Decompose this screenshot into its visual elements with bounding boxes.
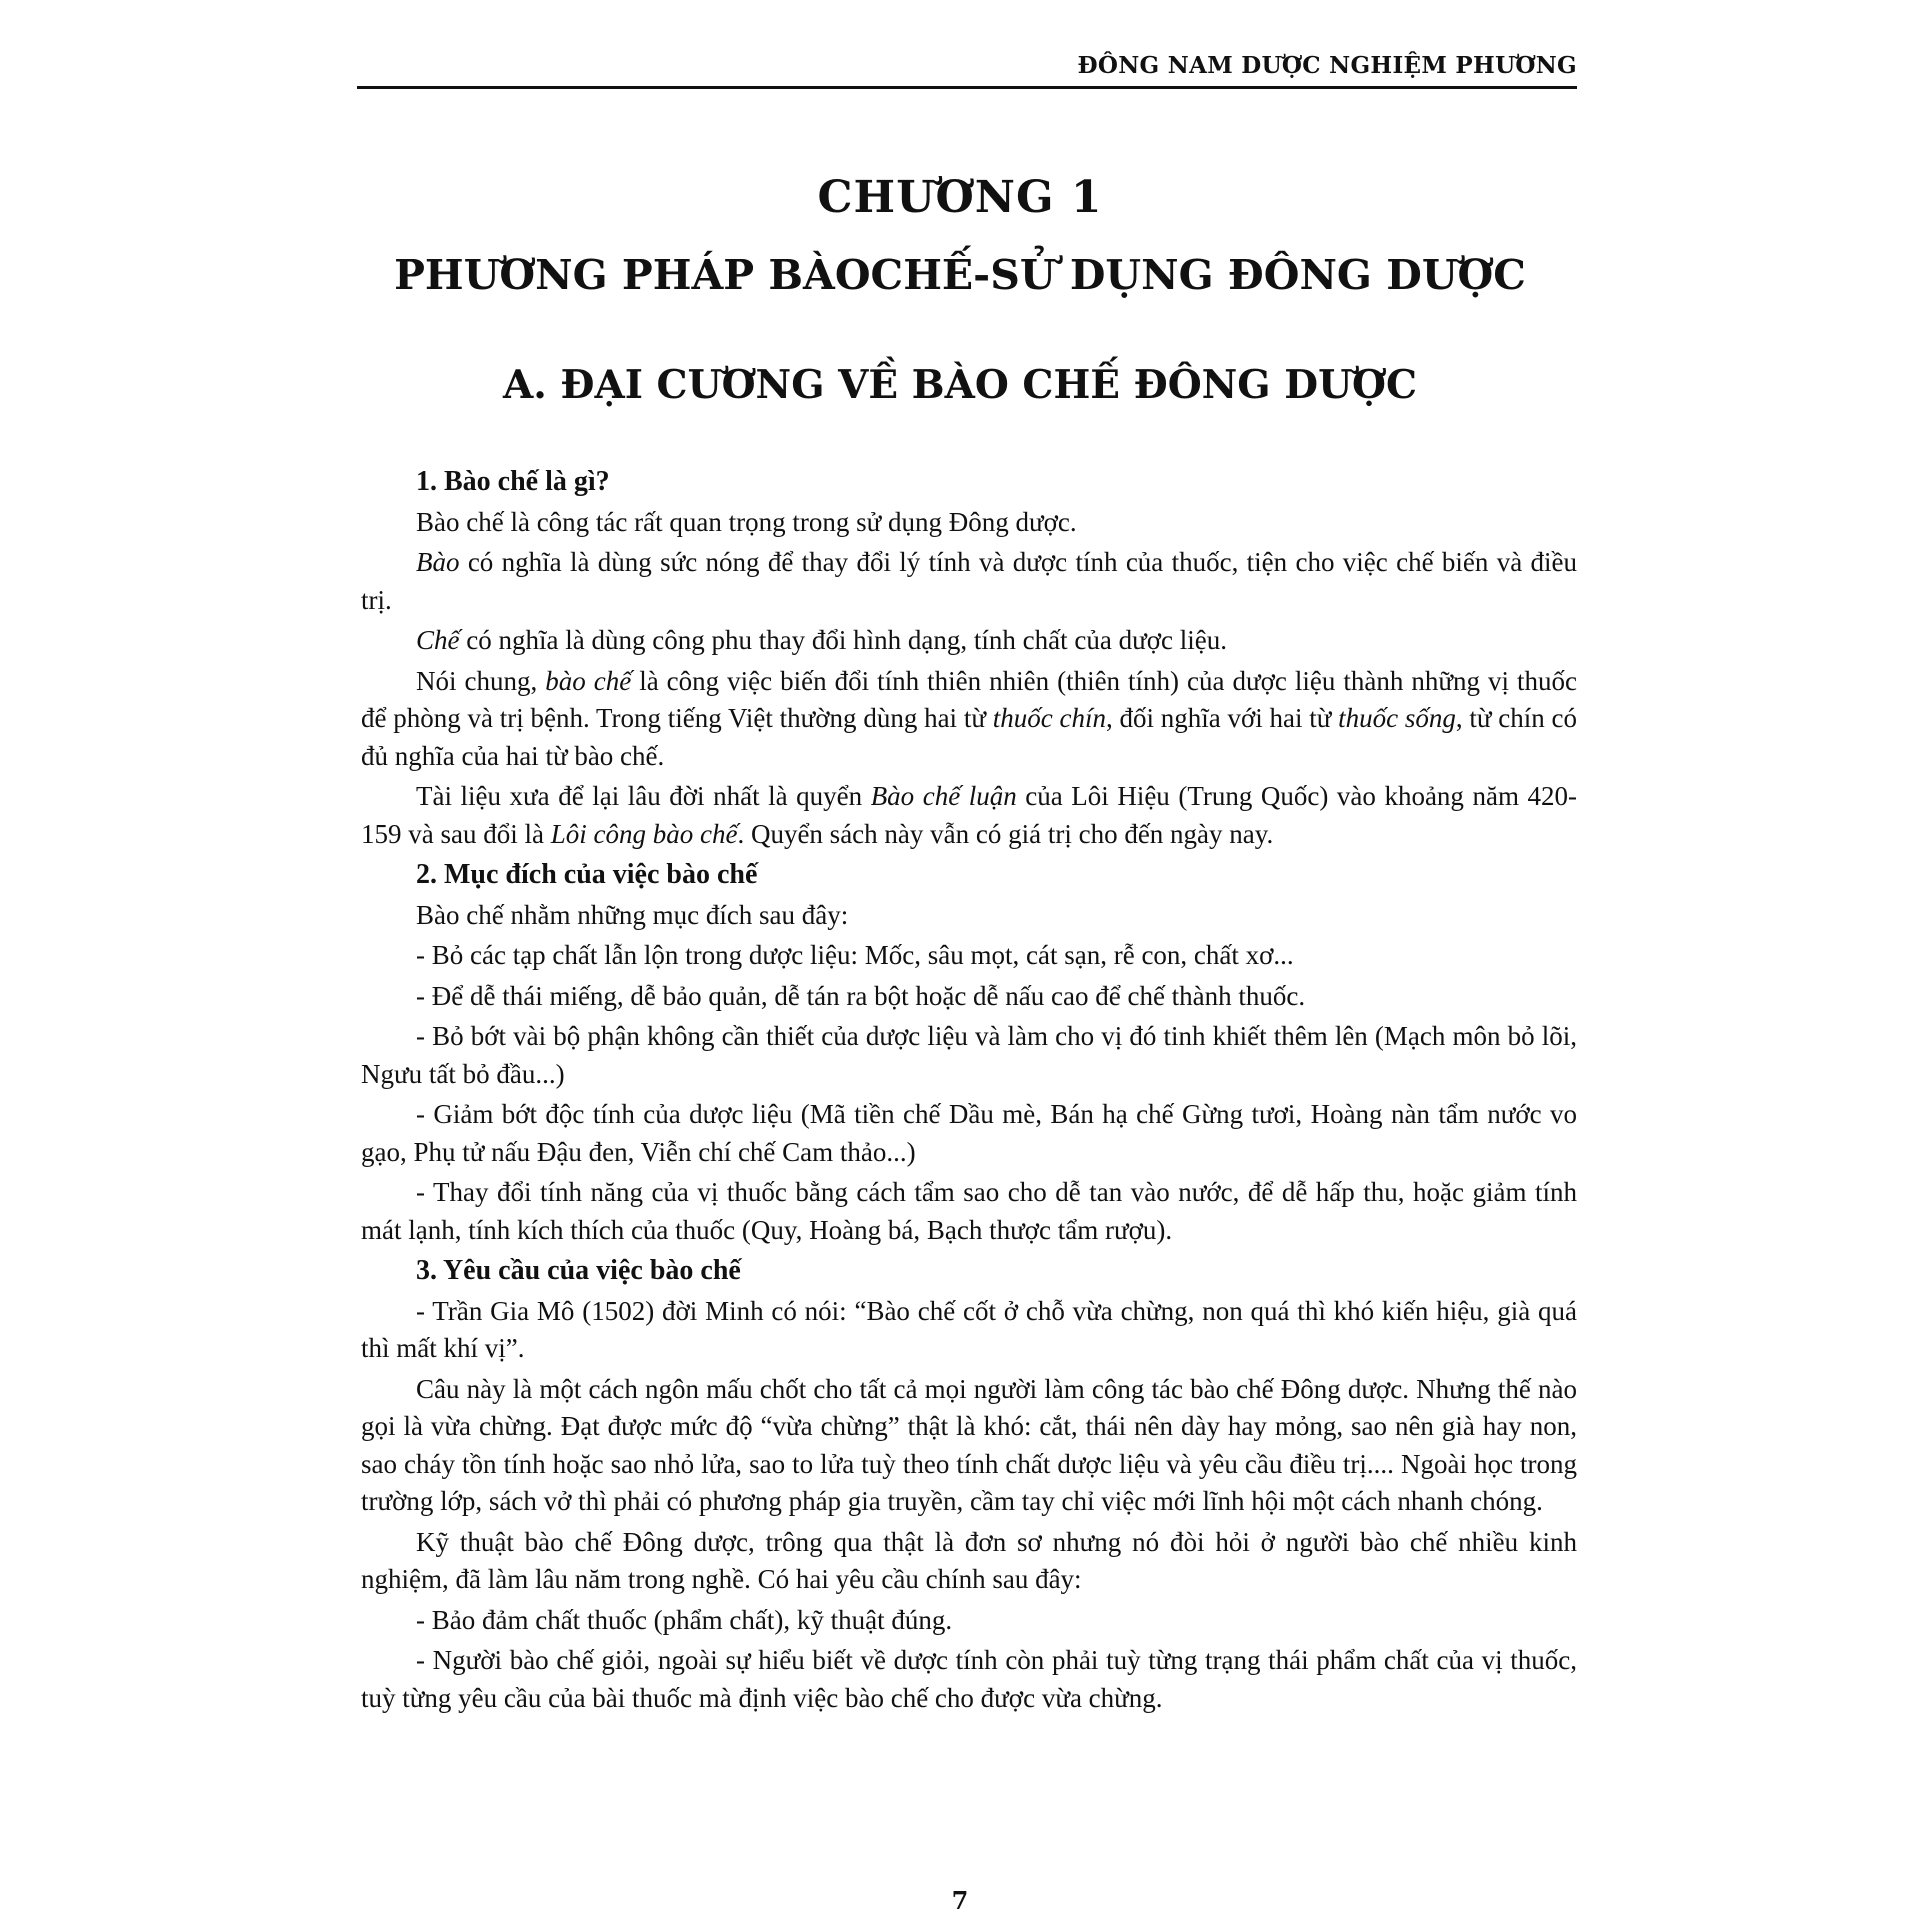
body-text bbox=[361, 463, 1577, 1720]
paragraph bbox=[361, 663, 1577, 776]
text-span: , từ chín có đủ nghĩa của hai từ bào chế. bbox=[361, 703, 1577, 771]
text-span: có nghĩa là dùng sức nóng để thay đổi lý tính và dược tính của thuốc, tiện cho việc chế biến và điều trị. bbox=[361, 547, 1577, 615]
text-span: là công việc biến đổi tính thiên nhiên (thiên tính) của dược liệu thành những vị thuốc để phòng và trị bệnh. Trong tiếng Việt thường dùng hai từ bbox=[361, 665, 1577, 733]
term-italic: Bào bbox=[416, 547, 460, 577]
list-item: - Bỏ các tạp chất lẫn lộn trong dược liệu: Mốc, sâu mọt, cát sạn, rễ con, chất xơ... bbox=[416, 940, 1294, 970]
text-span: , đối nghĩa với hai từ bbox=[1105, 703, 1339, 733]
section-title: A. ĐẠI CƯƠNG VỀ BÀO CHẾ ĐÔNG DƯỢC bbox=[502, 362, 1418, 408]
paragraph: - Trần Gia Mô (1502) đời Minh có nói: “Bào chế cốt ở chỗ vừa chừng, non quá thì khó kiến hiệu, già quá thì mất khí vị”. bbox=[361, 1295, 1577, 1363]
chapter-label: CHƯƠNG 1 bbox=[817, 172, 1103, 223]
text-span: Tài liệu xưa để lại lâu đời nhất là quyển bbox=[416, 781, 871, 811]
term-italic: thuốc sống bbox=[1338, 703, 1456, 733]
list-item: - Bảo đảm chất thuốc (phẩm chất), kỹ thuật đúng. bbox=[416, 1604, 953, 1635]
heading-3: 3. Yêu cầu của việc bào chế bbox=[416, 1255, 741, 1286]
list-item: - Bỏ bớt vài bộ phận không cần thiết của dược liệu và làm cho vị đó tinh khiết thêm lên (Mạch môn bỏ lõi, Ngưu tất bỏ đầu...) bbox=[361, 1021, 1577, 1089]
term-italic: bào chế bbox=[545, 665, 632, 696]
chapter-title: PHƯƠNG PHÁP BÀOCHẾ-SỬ DỤNG ĐÔNG DƯỢC bbox=[394, 251, 1526, 299]
running-header: ĐÔNG NAM DƯỢC NGHIỆM PHƯƠNG bbox=[1077, 52, 1577, 79]
text-span: Nói chung, bbox=[416, 665, 546, 696]
header-rule bbox=[357, 86, 1577, 89]
term-italic: thuốc chín bbox=[992, 703, 1106, 733]
book-title-italic: Lôi công bào chế bbox=[550, 818, 738, 849]
text-span: của Lôi Hiệu (Trung Quốc) vào khoảng năm 420-159 và sau đổi là bbox=[361, 781, 1577, 849]
paragraph: Bào chế là công tác rất quan trọng trong sử dụng Đông dược. bbox=[416, 506, 1077, 537]
paragraph: Bào chế nhằm những mục đích sau đây: bbox=[416, 899, 849, 930]
heading-2: 2. Mục đích của việc bào chế bbox=[416, 859, 758, 890]
paragraph bbox=[361, 622, 1577, 660]
list-item: - Giảm bớt độc tính của dược liệu (Mã tiền chế Dầu mè, Bán hạ chế Gừng tươi, Hoàng nàn tẩm nước vo gạo, Phụ tử nấu Đậu đen, Viễn chí chế Cam thảo...) bbox=[361, 1099, 1577, 1167]
text-span: có nghĩa là dùng công phu thay đổi hình dạng, tính chất của dược liệu. bbox=[459, 625, 1227, 655]
paragraph: Câu này là một cách ngôn mấu chốt cho tất cả mọi người làm công tác bào chế Đông dược. Nhưng thế nào gọi là vừa chừng. Đạt được mức độ “vừa chừng” thật là khó: cắt, thái nên dày hay mỏng, sao nên già hay non, sao cháy tồn tính hoặc sao nhỏ lửa, sao to lửa tuỳ theo tính chất dược liệu và yêu cầu điều trị.... Ngoài học trong trường lớp, sách vở thì phải có phương pháp gia truyền, cầm tay chỉ việc mới lĩnh hội một cách nhanh chóng. bbox=[361, 1373, 1577, 1516]
paragraph bbox=[361, 778, 1577, 853]
paragraph bbox=[361, 544, 1577, 619]
page-number: 7 bbox=[951, 1886, 969, 1915]
list-item: - Thay đổi tính năng của vị thuốc bằng cách tẩm sao cho dễ tan vào nước, để dễ hấp thu, hoặc giảm tính mát lạnh, tính kích thích của thuốc (Quy, Hoàng bá, Bạch thược tẩm rượu). bbox=[361, 1177, 1577, 1245]
list-item: - Người bào chế giỏi, ngoài sự hiểu biết về dược tính còn phải tuỳ từng trạng thái phẩm chất của vị thuốc, tuỳ từng yêu cầu của bài thuốc mà định việc bào chế cho được vừa chừng. bbox=[361, 1645, 1577, 1713]
heading-1: 1. Bào chế là gì? bbox=[416, 466, 610, 497]
paragraph: Kỹ thuật bào chế Đông dược, trông qua thật là đơn sơ nhưng nó đòi hỏi ở người bào chế nhiều kinh nghiệm, đã làm lâu năm trong nghề. Có hai yêu cầu chính sau đây: bbox=[361, 1526, 1577, 1594]
list-item: - Để dễ thái miếng, dễ bảo quản, dễ tán ra bột hoặc dễ nấu cao để chế thành thuốc. bbox=[416, 980, 1306, 1011]
term-italic: Chế bbox=[416, 625, 460, 655]
text-span: . Quyển sách này vẫn có giá trị cho đến ngày nay. bbox=[737, 818, 1274, 849]
book-title-italic: Bào chế luận bbox=[870, 781, 1017, 811]
